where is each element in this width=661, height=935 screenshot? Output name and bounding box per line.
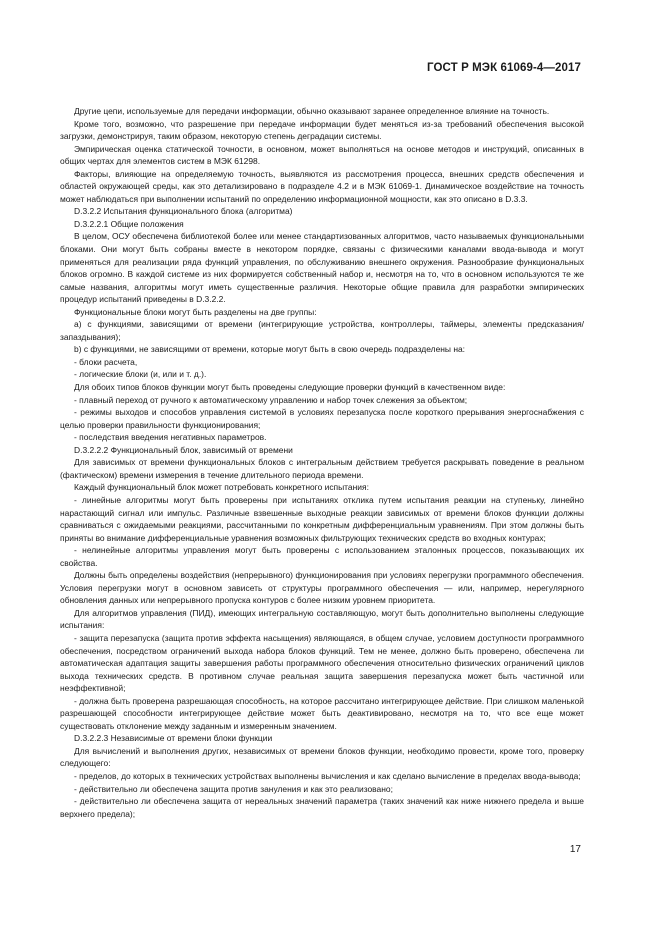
page-number: 17 bbox=[569, 844, 581, 855]
list-item: - нелинейные алгоритмы управления могут быть проверены с использованием эталонных процессов, показывающих их свойства. bbox=[60, 545, 584, 568]
paragraph: Должны быть определены воздействия (непрерывного) функционирования при условиях перегрузки программного обеспечения. Условия перегрузки могут в основном зависеть от структуры программного обеспечения — или, например, нерегулярного обновления данных или непрерывного пропуска контуров с более низким уровнем приоритета. bbox=[60, 570, 584, 606]
paragraph: Другие цепи, используемые для передачи информации, обычно оказывают заранее определенное влияние на точность. bbox=[74, 106, 550, 116]
list-item: - последствия введения негативных параметров. bbox=[74, 432, 267, 443]
paragraph: В целом, ОСУ обеспечена библиотекой более или менее стандартизованных алгоритмов, часто называемых функциональными блоками. Они могут быть собраны вместе в некотором порядке, связаны с физическими каналами ввода-вывода и могут применяться для реализации ряда функций управления, по обслуживанию внешнего окружения. Разнообразие функциональных блоков огромно. В каждой системе из них формируется собственный набор и, несмотря на то, что в основном используются те же самые названия, алгоритмы могут иметь существенные различия. Некоторые общие правила для разработки эмпирических процедур испытаний приведены в D.3.2.2. bbox=[60, 231, 584, 305]
section-heading: D.3.2.2.1 Общие положения bbox=[74, 218, 184, 229]
list-item: - действительно ли обеспечена защита против зануления и как это реализовано; bbox=[74, 783, 393, 794]
paragraph: Для зависимых от времени функциональных блоков с интегральным действием требуется раскрывать поведение в реальном (фактическом) времени измерения в течение длительного периода времени. bbox=[60, 457, 584, 480]
list-item: - действительно ли обеспечена защита от нереальных значений параметра (таких значений как ниже нижнего предела и выше верхнего предела); bbox=[60, 796, 584, 819]
paragraph: Для алгоритмов управления (ПИД), имеющих интегральную составляющую, могут быть дополнительно выполнены следующие испытания: bbox=[60, 607, 584, 631]
paragraph: Эмпирическая оценка статической точности, в основном, может выполняться на основе методов и инструкций, описанных в общих чертах для элементов систем в МЭК 61298. bbox=[60, 143, 584, 167]
list-item: - должна быть проверена разрешающая способность, на которое рассчитано интегрирующее действие. При слишком маленькой разрешающей способности интегрирующее действие может быть деактивировано, несмотря на то, что все еще может существовать отклонение между заданным и измеренным значением. bbox=[60, 695, 584, 731]
paragraph: Факторы, влияющие на определяемую точность, выявляются из рассмотрения процесса, внешних средств обеспечения и областей окружающей среды, как это детализировано в подразделе 4.2 и в МЭК 61069-1. Динамическое воздействие на точность может наблюдаться при выполнении испытаний по определению информационной мощности, как это описано в D.3.3. bbox=[60, 168, 584, 204]
section-heading: D.3.2.2.3 Независимые от времени блоки функции bbox=[74, 733, 273, 744]
list-item: - блоки расчета, bbox=[74, 356, 138, 367]
list-item: - режимы выходов и способов управления системой в условиях перезапуска после короткого прерывания энергоснабжения с целью проверки правильности функционирования; bbox=[60, 407, 584, 430]
section-heading: D.3.2.2 Испытания функционального блока (алгоритма) bbox=[74, 206, 293, 217]
list-item: - защита перезапуска (защита против эффекта насыщения) являющаяся, в общем случае, условием доступности программного обеспечения, посредством ограничений выхода набора блоков функций. Тем не менее, должно быть проверено, обеспечена ли автоматическая адаптация защиты завершения работы программного обеспечения относительно физических ограничений циклов выхода технических средств. В противном случае реальная защита завершения перезапуска может быть частичной или неэффективной; bbox=[60, 632, 584, 694]
paragraph: Каждый функциональный блок может потребовать конкретного испытания: bbox=[74, 482, 369, 493]
list-item: a) с функциями, зависящими от времени (интегрирующие устройства, контроллеры, таймеры, элементы предсказания/запаздывания); bbox=[60, 319, 584, 342]
list-item: - плавный переход от ручного к автоматическому управлению и набор точек слежения за объектом; bbox=[74, 394, 468, 405]
list-item: b) с функциями, не зависящими от времени, которые могут быть в свою очередь подразделены на: bbox=[74, 344, 466, 355]
section-heading: D.3.2.2.2 Функциональный блок, зависимый от времени bbox=[74, 444, 293, 455]
paragraph: Для вычислений и выполнения других, независимых от времени блоков функции, необходимо провести, кроме того, проверку следующего: bbox=[60, 745, 584, 769]
paragraph: Кроме того, возможно, что разрешение при передаче информации будет меняться из-за требований обеспечения высокой загрузки, демонстрируя, таким образом, некоторую степень деградации системы. bbox=[60, 118, 584, 142]
document-id-header: ГОСТ Р МЭК 61069-4—2017 bbox=[427, 62, 581, 74]
list-item: - логические блоки (и, или и т. д.). bbox=[74, 369, 207, 380]
paragraph: Для обоих типов блоков функции могут быть проведены следующие проверки функций в качественном виде: bbox=[74, 382, 506, 393]
list-item: - линейные алгоритмы могут быть проверены при испытаниях отклика путем испытания реакции на ступеньку, линейно нарастающий сигнал или импульс. Различные взвешенные выходные реакции зависимых от времени блоков функции должны сравниваться с ожидаемыми реакциями, рассчитанными по конкретным дифференциальным уравнениям. При этом должны быть приняты во внимание дифференциальные уравнения возможных фильтрующих технических средств во входных контурах; bbox=[60, 494, 584, 543]
paragraph: Функциональные блоки могут быть разделены на две группы: bbox=[74, 306, 317, 317]
list-item: - пределов, до которых в технических устройствах выполнены вычисления и как сделано вычисление в пределах ввода-вывода; bbox=[74, 770, 581, 781]
body-text bbox=[60, 105, 584, 820]
